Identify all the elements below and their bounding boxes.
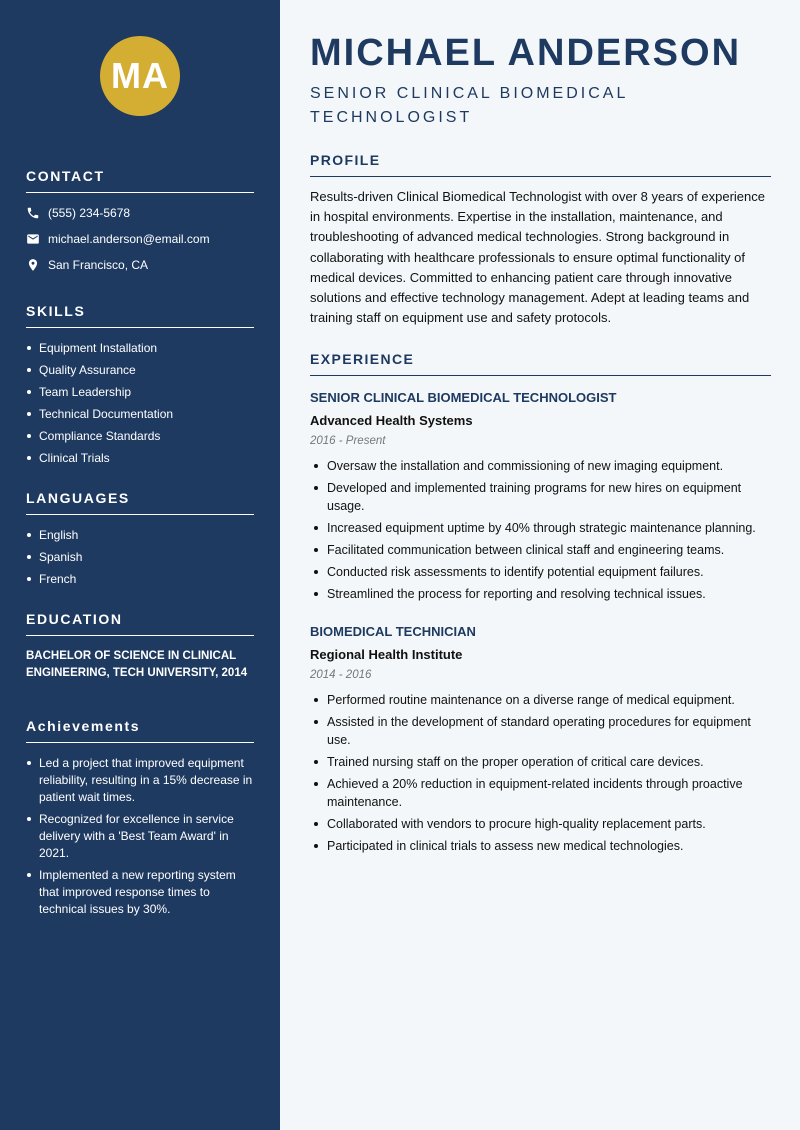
job-company: Regional Health Institute — [310, 647, 463, 662]
skill-item: Team Leadership — [26, 384, 254, 400]
skill-item: Equipment Installation — [26, 340, 254, 356]
job-role: BIOMEDICAL TECHNICIAN — [310, 624, 476, 639]
profile-heading: PROFILE — [310, 152, 771, 177]
job-entry-2 — [310, 623, 771, 859]
job-bullet: Trained nursing staff on the proper operation of critical care devices. — [310, 753, 771, 771]
contact-email — [26, 231, 254, 247]
job-role: SENIOR CLINICAL BIOMEDICAL TECHNOLOGIST — [310, 390, 617, 405]
contact-heading: CONTACT — [26, 168, 254, 193]
contact-phone — [26, 205, 254, 221]
skills-heading: SKILLS — [26, 303, 254, 328]
email-text: michael.anderson@email.com — [48, 232, 210, 246]
job-bullet: Assisted in the development of standard operating procedures for equipment use. — [310, 713, 771, 749]
job-bullet: Developed and implemented training programs for new hires on equipment usage. — [310, 479, 771, 515]
job-bullet: Increased equipment uptime by 40% through strategic maintenance planning. — [310, 519, 771, 537]
language-item: English — [26, 527, 254, 543]
education-heading: EDUCATION — [26, 611, 254, 636]
job-dates: 2016 - Present — [310, 435, 386, 447]
languages-section — [26, 490, 254, 587]
job-bullet: Oversaw the installation and commissioning of new imaging equipment. — [310, 457, 771, 475]
location-pin-icon — [26, 258, 40, 272]
languages-heading: LANGUAGES — [26, 490, 254, 515]
skills-section — [26, 303, 254, 466]
profile-text: Results-driven Clinical Biomedical Technologist with over 8 years of experience in hospital environments. Expertise in the installation, maintenance, and troubleshooting of advanced medical technologies. Strong background in collaborating with healthcare professionals to ensure optimal functionality of medical devices. Committed to enhancing patient care through innovative solutions and effective technology management. Adept at leading teams and training staff on equipment use and safety protocols. — [310, 189, 765, 326]
experience-heading: EXPERIENCE — [310, 351, 771, 376]
skills-list — [26, 340, 254, 466]
email-icon — [26, 232, 40, 246]
contact-location — [26, 257, 254, 273]
job-bullet: Achieved a 20% reduction in equipment-related incidents through proactive maintenance. — [310, 775, 771, 811]
sidebar — [0, 0, 280, 1130]
job-company: Advanced Health Systems — [310, 413, 473, 428]
job-bullets — [310, 691, 771, 855]
skill-item: Quality Assurance — [26, 362, 254, 378]
job-bullet: Streamlined the process for reporting and resolving technical issues. — [310, 585, 771, 603]
achievements-heading: Achievements — [26, 718, 254, 743]
job-bullet: Participated in clinical trials to assess new medical technologies. — [310, 837, 771, 855]
location-text: San Francisco, CA — [48, 258, 149, 272]
job-bullet: Facilitated communication between clinical staff and engineering teams. — [310, 541, 771, 559]
avatar — [100, 36, 180, 116]
languages-list — [26, 527, 254, 587]
job-entry-1 — [310, 389, 771, 607]
candidate-title: SENIOR CLINICAL BIOMEDICAL TECHNOLOGIST — [310, 85, 628, 126]
phone-text: (555) 234-5678 — [48, 206, 131, 220]
skill-item: Technical Documentation — [26, 406, 254, 422]
achievement-item: Implemented a new reporting system that improved response times to technical issues by 30%. — [26, 867, 254, 918]
skill-item: Compliance Standards — [26, 428, 254, 444]
language-item: French — [26, 571, 254, 587]
achievements-section — [26, 718, 254, 918]
achievement-item: Recognized for excellence in service delivery with a 'Best Team Award' in 2021. — [26, 811, 254, 862]
job-bullet: Performed routine maintenance on a diverse range of medical equipment. — [310, 691, 771, 709]
job-bullet: Collaborated with vendors to procure high-quality replacement parts. — [310, 815, 771, 833]
contact-section — [26, 168, 254, 273]
skill-item: Clinical Trials — [26, 450, 254, 466]
job-dates: 2014 - 2016 — [310, 669, 372, 681]
education-section — [26, 611, 254, 682]
candidate-name: MICHAEL ANDERSON — [310, 32, 742, 74]
achievement-item: Led a project that improved equipment reliability, resulting in a 15% decrease in patient wait times. — [26, 755, 254, 806]
phone-icon — [26, 206, 40, 220]
avatar-initials: MA — [111, 55, 169, 96]
achievements-list — [26, 755, 254, 918]
education-entry: BACHELOR OF SCIENCE IN CLINICAL ENGINEERING, TECH UNIVERSITY, 2014 — [26, 650, 248, 679]
job-bullet: Conducted risk assessments to identify potential equipment failures. — [310, 563, 771, 581]
job-bullets — [310, 457, 771, 603]
language-item: Spanish — [26, 549, 254, 565]
